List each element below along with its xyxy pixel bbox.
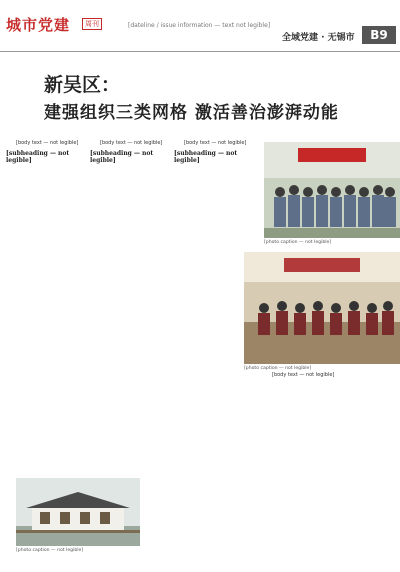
section-label: 全域党建 · 无锡市 xyxy=(282,33,355,43)
article-headline: 建强组织三类网格 激活善治澎湃动能 xyxy=(44,103,339,123)
brand-tag: 周刊 xyxy=(82,18,102,30)
group-photo-caption: [photo caption — not legible] xyxy=(264,240,332,245)
subheading-2: [subheading — not legible] xyxy=(90,150,154,165)
page-number: B9 xyxy=(362,26,396,44)
hall-photo-caption: [photo caption — not legible] xyxy=(244,366,312,371)
column-4-text: [body text — not legible] xyxy=(272,372,335,378)
newspaper-brand: 城市党建 xyxy=(6,16,71,34)
photo-group xyxy=(264,142,400,238)
subheading-1: [subheading — not legible] xyxy=(6,150,70,165)
article-column-1 xyxy=(6,140,86,470)
article-column-4 xyxy=(262,372,394,562)
hall-photo-image xyxy=(244,252,400,364)
column-2-text: [body text — not legible] xyxy=(100,140,163,146)
article-kicker: 新吴区： xyxy=(44,74,121,96)
photo-building xyxy=(16,478,140,546)
group-photo-image xyxy=(264,142,400,238)
building-image xyxy=(16,478,140,546)
subheading-3: [subheading — not legible] xyxy=(174,150,238,165)
column-1-text: [body text — not legible] xyxy=(16,140,79,146)
photo-hall xyxy=(244,252,400,364)
date-line: [dateline / issue information — text not legible] xyxy=(128,22,271,29)
headline-block xyxy=(0,56,400,138)
masthead xyxy=(0,0,400,52)
building-caption: [photo caption — not legible] xyxy=(16,548,84,553)
column-3-text: [body text — not legible] xyxy=(184,140,247,146)
article-column-3 xyxy=(174,140,254,546)
